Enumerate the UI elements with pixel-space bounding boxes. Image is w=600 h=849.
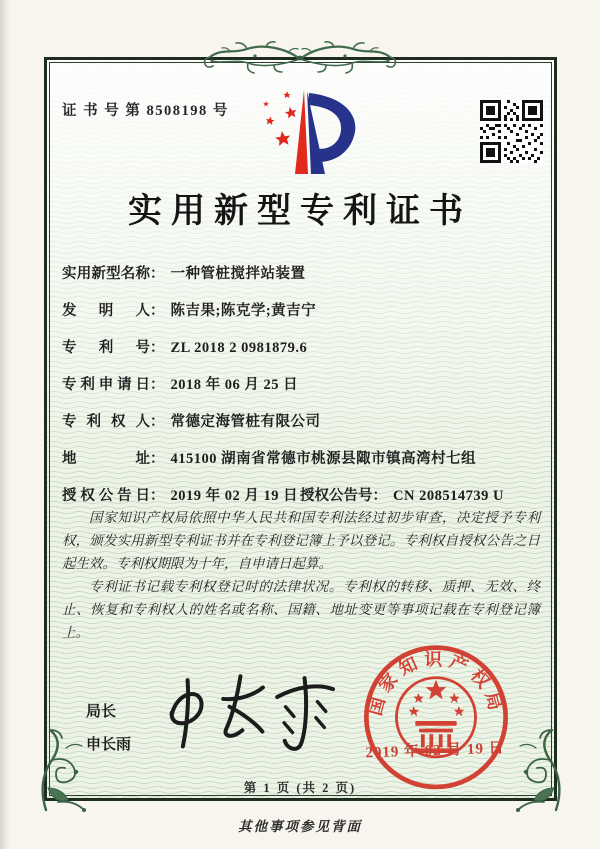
field-value: 2018 年 06 月 25 日	[170, 377, 299, 393]
certificate-title: 实用新型专利证书	[128, 193, 472, 230]
commissioner-title: 局长	[86, 704, 117, 720]
field-label: 专利号	[62, 340, 150, 356]
page-number: 第 1 页 (共 2 页)	[243, 781, 357, 795]
legal-paragraph-1: 国家知识产权局依照中华人民共和国专利法经过初步审查，决定授予专利权，颁发实用新型专利证书并在专利登记簿上予以登记。专利权自授权公告之日起生效。专利权期限为十年，自申请日起算。	[62, 510, 540, 571]
field-colon: ：	[150, 414, 165, 430]
field-row-inventors	[62, 299, 542, 317]
field-row-utility-model-name	[62, 262, 542, 280]
seal-ring-text: 国家知识产权局	[364, 649, 508, 718]
field-colon: ：	[150, 340, 165, 356]
field-row-grant	[62, 484, 542, 502]
field-label: 专利申请日	[62, 377, 150, 393]
field-colon: ：	[150, 266, 165, 282]
field-label: 专利权人	[62, 414, 150, 430]
field-row-patent-number	[62, 336, 542, 354]
handwritten-signature-icon	[156, 667, 344, 773]
logo-stars	[263, 91, 298, 146]
field-label: 授权公告日	[62, 488, 150, 504]
field-label: 地址	[62, 451, 150, 467]
field-value: 常德定海管桩有限公司	[170, 414, 321, 430]
field-value: 一种管桩搅拌站装置	[170, 266, 306, 282]
field-value: 陈吉果;陈克学;黄吉宁	[170, 303, 317, 319]
field-row-filing-date	[62, 373, 542, 391]
legal-paragraph-2: 专利证书记载专利权登记时的法律状况。专利权的转移、质押、无效、终止、恢复和专利权人的姓名或名称、国籍、地址变更等事项记载在专利登记簿上。	[62, 579, 540, 640]
grant-date-value: 2019 年 02 月 19 日	[170, 488, 299, 504]
back-note: 其他事项参见背面	[238, 819, 362, 834]
field-label: 发明人	[62, 303, 150, 319]
field-colon: ：	[372, 488, 387, 504]
field-colon: ：	[150, 303, 165, 319]
legal-text	[62, 506, 540, 644]
field-list	[62, 262, 542, 521]
field-colon: ：	[150, 377, 165, 393]
field-label: 授权公告号	[300, 488, 373, 504]
certificate-number: 证 书 号 第 8508198 号	[62, 103, 229, 119]
field-label: 实用新型名称	[62, 266, 150, 282]
cnipa-patent-logo-icon	[246, 84, 366, 180]
seal-date: 2019 年 02 月 19 日	[365, 740, 505, 762]
qr-code-icon	[480, 100, 543, 163]
logo-red-wedge	[295, 90, 308, 174]
top-border-ornament-icon	[200, 40, 400, 76]
field-row-patentee	[62, 410, 542, 428]
field-value: 415100 湖南省常德市桃源县陬市镇高湾村七组	[170, 451, 477, 467]
grant-number-pair	[300, 484, 504, 505]
field-value: ZL 2018 2 0981879.6	[170, 340, 308, 356]
field-colon: ：	[150, 488, 165, 504]
field-row-address	[62, 447, 542, 465]
grant-number-value: CN 208514739 U	[393, 488, 504, 504]
commissioner-name: 申长雨	[86, 737, 132, 753]
field-colon: ：	[150, 451, 165, 467]
scan-edge-shadow	[0, 0, 10, 849]
